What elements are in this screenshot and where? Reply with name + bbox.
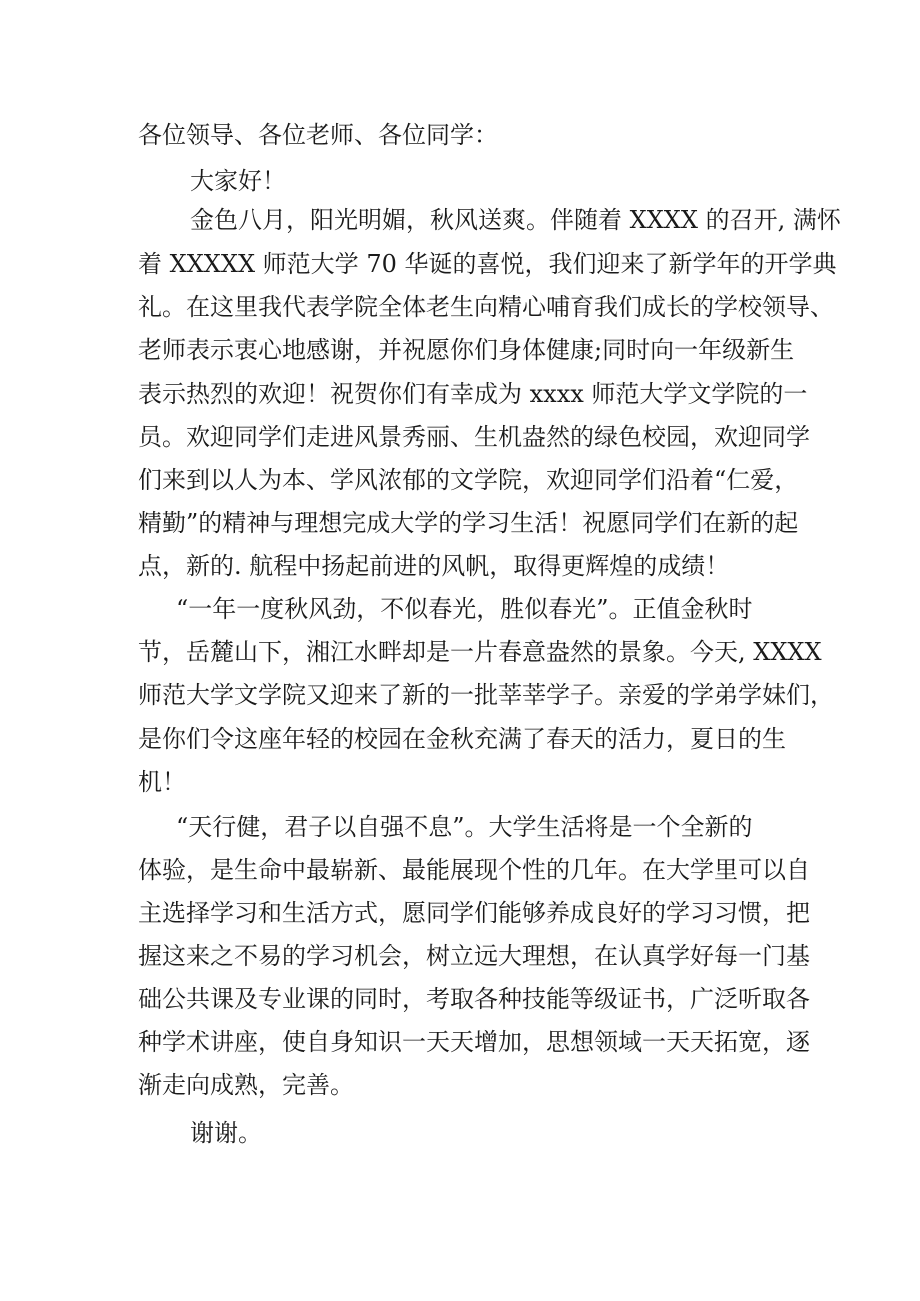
- paragraph-line: 机！: [138, 768, 186, 796]
- paragraph-line: “一年一度秋风劲，不似春光，胜似春光”。正值金秋时: [176, 595, 753, 623]
- closing: 谢谢。: [190, 1119, 262, 1147]
- paragraph-line: 们来到以人为本、学风浓郁的文学院，欢迎同学们沿着“仁爱，: [138, 466, 799, 494]
- greeting: 大家好！: [190, 167, 286, 195]
- paragraph-line: 点，新的. 航程中扬起前进的风帆，取得更辉煌的成绩！: [138, 552, 730, 580]
- paragraph-line: 主选择学习和生活方式，愿同学们能够养成良好的学习习惯，把: [138, 899, 810, 927]
- salutation: 各位领导、各位老师、各位同学：: [138, 121, 498, 149]
- paragraph-line: 表示热烈的欢迎！祝贺你们有幸成为 xxxx 师范大学文学院的一: [138, 380, 808, 408]
- paragraph-line: 节，岳麓山下，湘江水畔却是一片春意盎然的景象。今天, XXXX: [138, 638, 822, 666]
- paragraph-line: 种学术讲座，使自身知识一天天增加，思想领域一天天拓宽，逐: [138, 1028, 810, 1056]
- paragraph-line: 础公共课及专业课的同时，考取各种技能等级证书，广泛听取各: [138, 985, 810, 1013]
- paragraph-line: 体验，是生命中最崭新、最能展现个性的几年。在大学里可以自: [138, 856, 810, 884]
- paragraph-line: 员。欢迎同学们走进风景秀丽、生机盎然的绿色校园，欢迎同学: [138, 423, 810, 451]
- paragraph-line: 礼。在这里我代表学院全体老生向精心哺育我们成长的学校领导、: [138, 293, 834, 321]
- paragraph-line: 老师表示衷心地感谢，并祝愿你们身体健康;同时向一年级新生: [138, 336, 795, 364]
- paragraph-line: “天行健，君子以自强不息”。大学生活将是一个全新的: [176, 813, 753, 841]
- paragraph-line: 师范大学文学院又迎来了新的一批莘莘学子。亲爱的学弟学妹们，: [138, 681, 834, 709]
- paragraph-line: 金色八月，阳光明媚，秋风送爽。伴随着 XXXX 的召开, 满怀: [190, 206, 841, 234]
- paragraph-line: 精勤”的精神与理想完成大学的学习生活！祝愿同学们在新的起: [138, 509, 799, 537]
- paragraph-line: 渐走向成熟，完善。: [138, 1071, 354, 1099]
- paragraph-line: 是你们令这座年轻的校园在金秋充满了春天的活力，夏日的生: [138, 725, 786, 753]
- paragraph-line: 握这来之不易的学习机会，树立远大理想，在认真学好每一门基: [138, 942, 810, 970]
- paragraph-line: 着 XXXXX 师范大学 70 华诞的喜悦，我们迎来了新学年的开学典: [138, 250, 837, 278]
